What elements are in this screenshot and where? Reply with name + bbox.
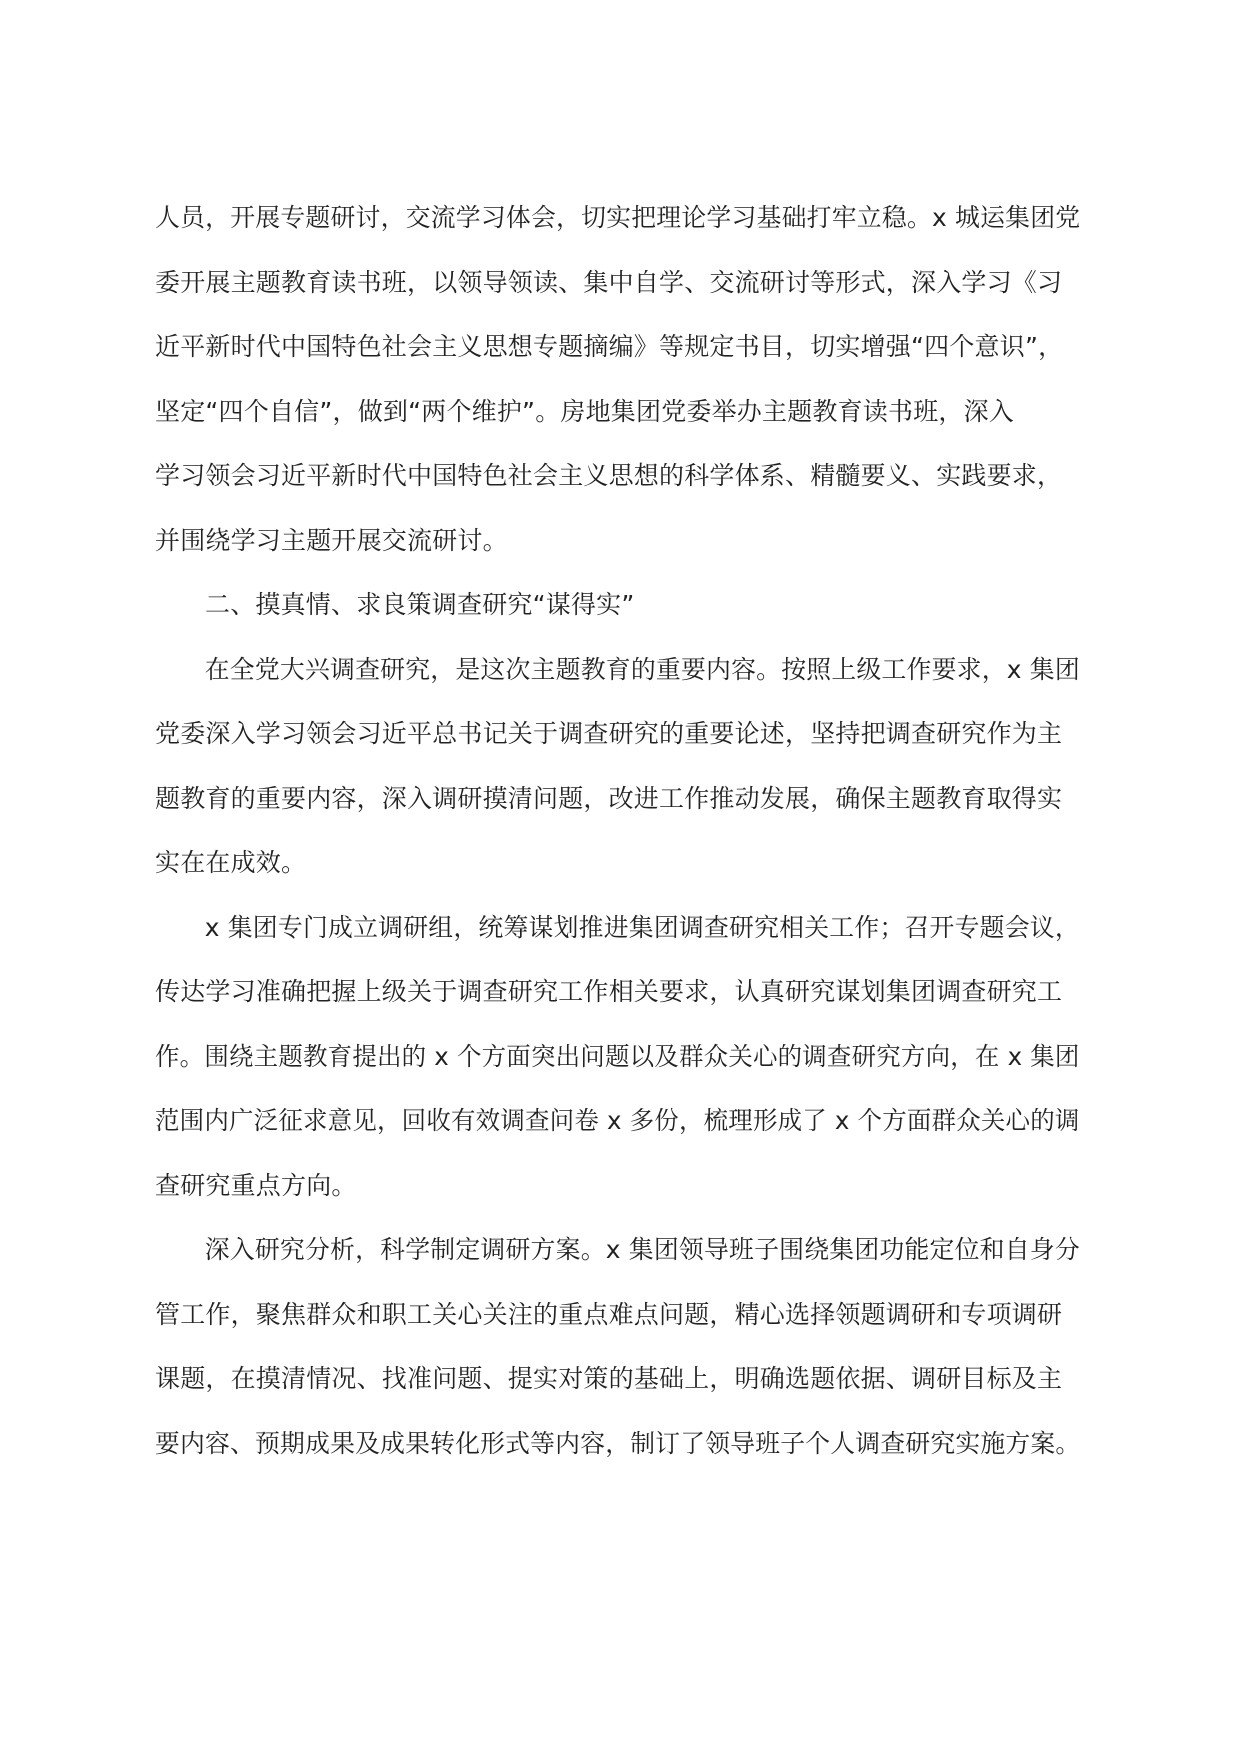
text-line: 要内容、预期成果及成果转化形式等内容，制订了领导班子个人调查研究实施方案。 — [155, 1428, 1081, 1458]
section-heading-two — [155, 573, 1080, 638]
text-line: 题教育的重要内容，深入调研摸清问题，改进工作推动发展，确保主题教育取得实 — [155, 783, 1063, 813]
text-line: 在全党大兴调查研究，是这次主题教育的重要内容。按照上级工作要求，x 集团 — [204, 654, 1080, 684]
text-line: 管工作，聚焦群众和职工关心关注的重点难点问题，精心选择领题调研和专项调研 — [155, 1299, 1063, 1329]
text-line: 课题，在摸清情况、找准问题、提实对策的基础上，明确选题依据、调研目标及主 — [155, 1364, 1063, 1393]
text-line: 传达学习准确把握上级关于调查研究工作相关要求，认真研究谋划集团调查研究工 — [155, 977, 1063, 1006]
text-line: 实在在成效。 — [155, 848, 307, 877]
text-line: 党委深入学习领会习近平总书记关于调查研究的重要论述，坚持把调查研究作为主 — [155, 719, 1063, 748]
paragraph-research-group — [155, 896, 1080, 1219]
text-line: 并围绕学习主题开展交流研讨。 — [155, 525, 508, 555]
text-line: 人员，开展专题研讨，交流学习体会，切实把理论学习基础打牢立稳。x 城运集团党 — [155, 203, 1081, 232]
text-line: 坚定“四个自信”，做到“两个维护”。房地集团党委举办主题教育读书班，深入 — [155, 396, 1015, 426]
document-body — [155, 186, 1080, 1476]
text-line: x 集团专门成立调研组，统筹谋划推进集团调查研究相关工作；召开专题会议， — [204, 912, 1080, 942]
text-line: 近平新时代中国特色社会主义思想专题摘编》等规定书目，切实增强“四个意识”， — [155, 332, 1064, 361]
text-line: 深入研究分析，科学制定调研方案。x 集团领导班子围绕集团功能定位和自身分 — [204, 1235, 1080, 1264]
paragraph-reading-class — [155, 186, 1080, 573]
text-line: 查研究重点方向。 — [155, 1170, 357, 1200]
text-line: 作。围绕主题教育提出的 x 个方面突出问题以及群众关心的调查研究方向，在 x 集团 — [155, 1041, 1080, 1071]
section-heading-text: 二、摸真情、求良策调查研究“谋得实” — [205, 590, 635, 619]
text-line: 委开展主题教育读书班，以领导领读、集中自学、交流研讨等形式，深入学习《习 — [155, 267, 1063, 297]
paragraph-investigation-intro — [155, 638, 1080, 896]
paragraph-research-plan — [155, 1218, 1080, 1476]
text-line: 学习领会习近平新时代中国特色社会主义思想的科学体系、精髓要义、实践要求， — [155, 461, 1063, 490]
text-line: 范围内广泛征求意见，回收有效调查问卷 x 多份，梳理形成了 x 个方面群众关心的调 — [155, 1106, 1080, 1135]
